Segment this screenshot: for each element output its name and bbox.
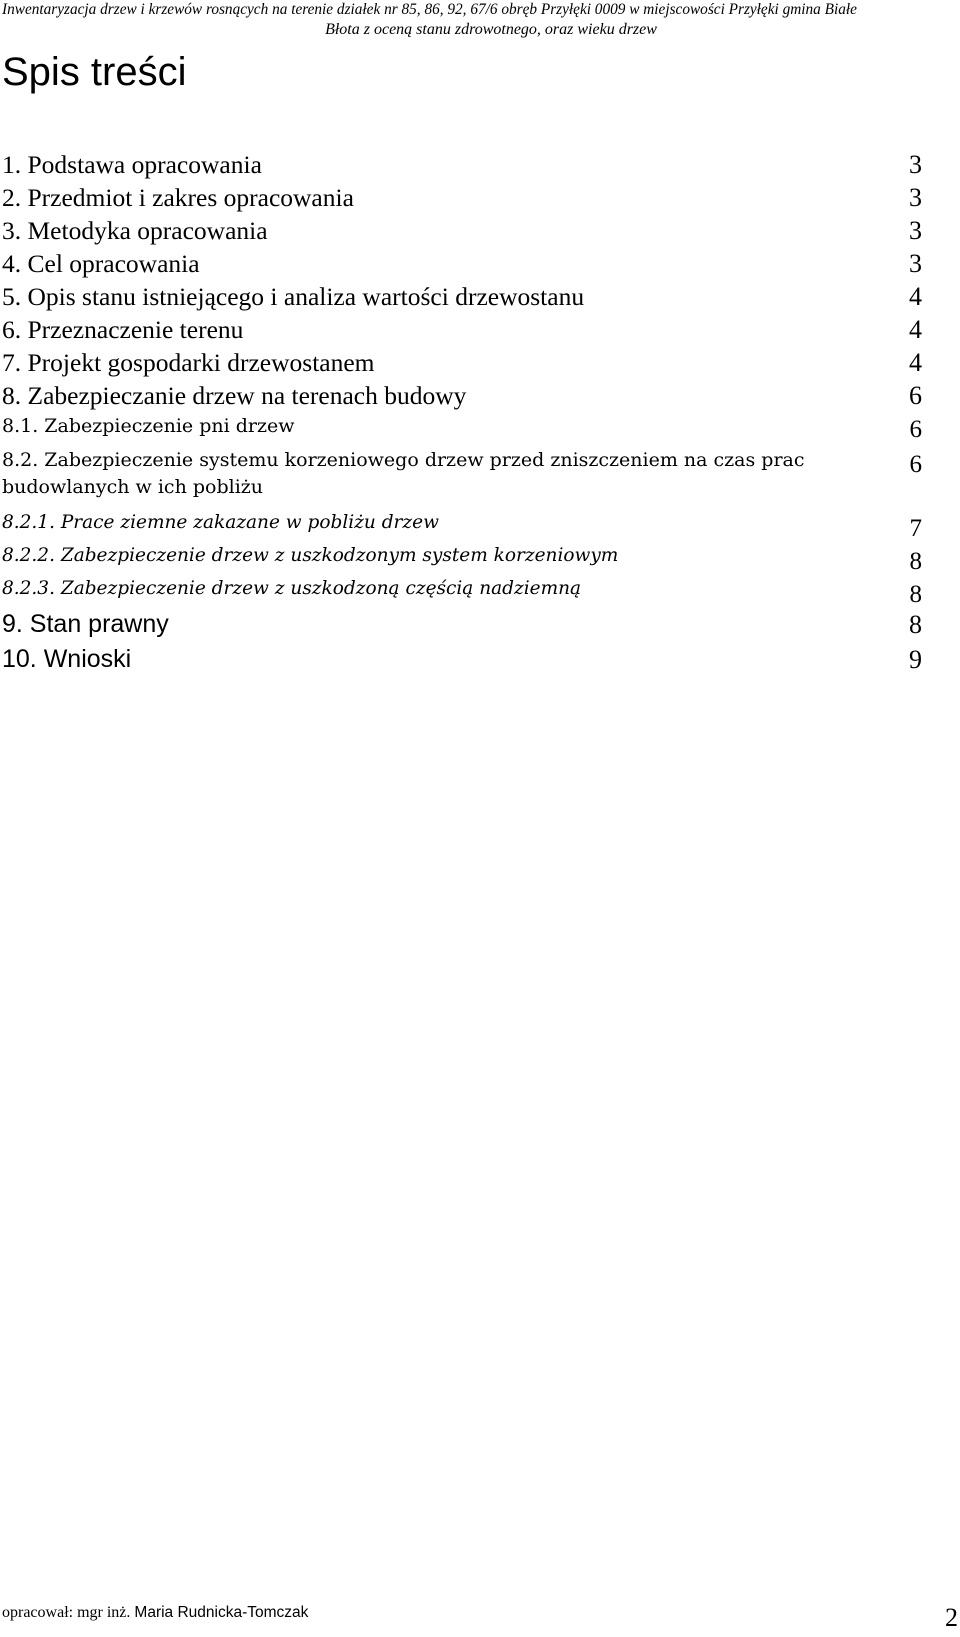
toc-item — [2, 148, 922, 181]
toc-item — [2, 247, 922, 280]
header-line-1: Inwentaryzacja drzew i krzewów rosnących na terenie działek nr 85, 86, 92, 67/6 obręb Przyłęki 0009 w miejscowości Przyłęki gmina Białe — [2, 1, 857, 18]
toc-item-label: 8.1. Zabezpieczenie pni drzew — [2, 415, 295, 437]
toc-item-label: 8.2. Zabezpieczenie systemu korzeniowego drzew przed zniszczeniem na czas prac budowlanych w ich pobliżu — [2, 449, 805, 498]
footer-author: Maria Rudnicka-Tomczak — [134, 1604, 309, 1621]
toc-item-label: 8.2.3. Zabezpieczenie drzew z uszkodzoną częścią nadziemną — [2, 578, 582, 599]
toc-item-page: 4 — [909, 282, 922, 311]
toc-item-label: 2. Przedmiot i zakres opracowania — [2, 183, 354, 212]
table-of-contents — [2, 148, 922, 678]
page-number: 2 — [945, 1603, 958, 1632]
toc-subsubitem — [2, 542, 922, 575]
header-line-2: Błota z oceną stanu zdrowotnego, oraz wieku drzew — [325, 21, 657, 38]
toc-item-label: 9. Stan prawny — [2, 610, 169, 638]
page-title: Spis treści — [2, 50, 187, 94]
toc-item — [2, 379, 922, 412]
footer-prefix: opracował: mgr inż. — [2, 1604, 131, 1621]
toc-item-page: 3 — [909, 216, 922, 245]
toc-item-label: 8.2.2. Zabezpieczenie drzew z uszkodzonym system korzeniowym — [2, 545, 619, 566]
toc-item-page: 3 — [909, 150, 922, 179]
toc-item-label: 4. Cel opracowania — [2, 249, 200, 278]
toc-item-page: 9 — [909, 645, 922, 674]
toc-item-page: 6 — [909, 416, 922, 443]
toc-item — [2, 643, 922, 678]
toc-item-label: 8. Zabezpieczanie drzew na terenach budowy — [2, 381, 467, 410]
toc-item-label: 10. Wnioski — [2, 645, 132, 673]
toc-item-label: 8.2.1. Prace ziemne zakazane w pobliżu drzew — [2, 512, 439, 533]
toc-item-page: 4 — [909, 315, 922, 344]
toc-item — [2, 608, 922, 643]
toc-item-page: 8 — [909, 610, 922, 639]
toc-item-label: 1. Podstawa opracowania — [2, 150, 262, 179]
toc-item — [2, 313, 922, 346]
toc-item — [2, 346, 922, 379]
document-footer — [2, 1603, 308, 1623]
toc-item-page: 3 — [909, 249, 922, 278]
toc-item-page: 7 — [909, 515, 922, 542]
toc-item-page: 6 — [909, 381, 922, 410]
toc-item — [2, 280, 922, 313]
toc-subsubitem — [2, 509, 922, 542]
document-header — [0, 0, 960, 40]
toc-item — [2, 214, 922, 247]
toc-item-label: 3. Metodyka opracowania — [2, 216, 268, 245]
toc-item-page: 4 — [909, 348, 922, 377]
toc-item-page: 6 — [909, 451, 922, 478]
toc-subitem — [2, 445, 922, 509]
toc-subsubitem — [2, 575, 922, 608]
toc-subitem — [2, 412, 922, 445]
toc-item — [2, 181, 922, 214]
toc-item-page: 3 — [909, 183, 922, 212]
toc-item-label: 6. Przeznaczenie terenu — [2, 315, 244, 344]
toc-item-page: 8 — [909, 548, 922, 575]
toc-item-label: 7. Projekt gospodarki drzewostanem — [2, 348, 375, 377]
toc-item-page: 8 — [909, 581, 922, 608]
toc-item-label: 5. Opis stanu istniejącego i analiza wartości drzewostanu — [2, 282, 585, 311]
